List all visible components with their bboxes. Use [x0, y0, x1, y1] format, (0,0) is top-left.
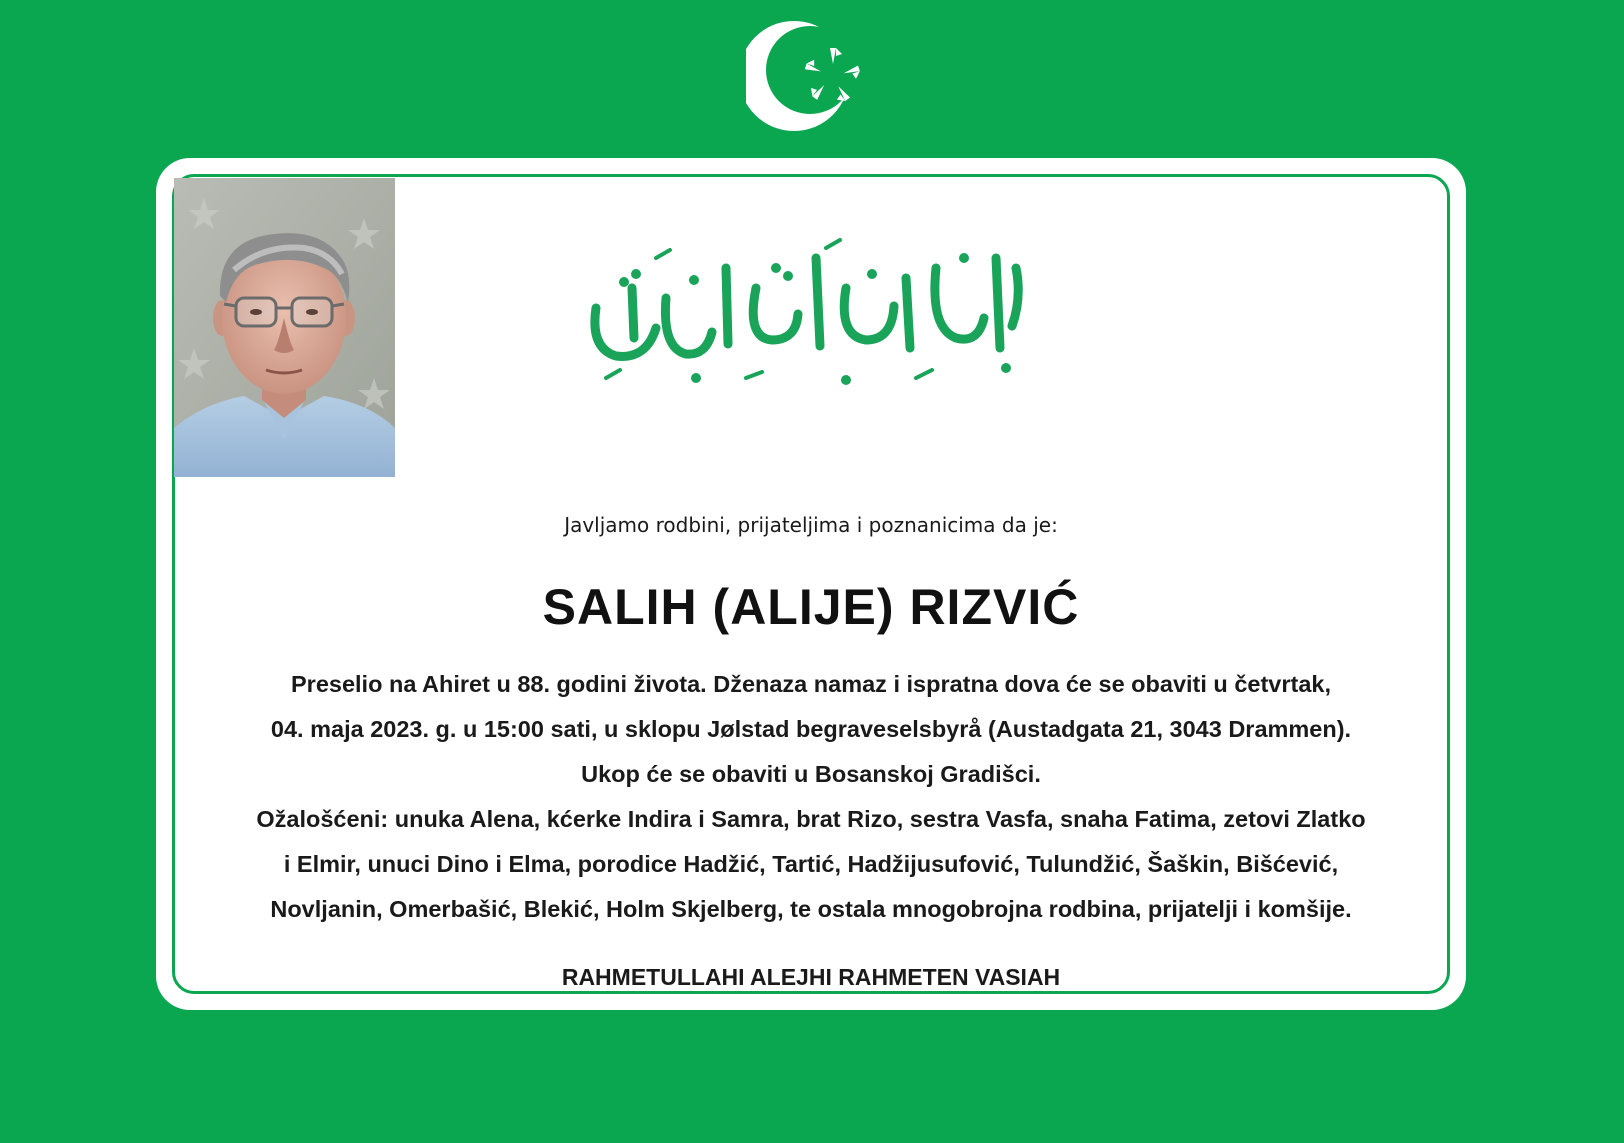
- body-line: i Elmir, unuci Dino i Elma, porodice Hadžić, Tartić, Hadžijusufović, Tulundžić, Šaškin, Bišćević,: [283, 851, 1339, 877]
- notice-card: [156, 158, 1466, 1010]
- body-line: Ukop će se obaviti u Bosanskoj Gradišci.: [581, 761, 1041, 787]
- notice-body: [176, 662, 1446, 932]
- body-line: Preselio na Ahiret u 88. godini života. Dženaza namaz i ispratna dova će se obaviti u četvrtak,: [291, 671, 1331, 697]
- body-line: Ožalošćeni: unuka Alena, kćerke Indira i Samra, brat Rizo, sestra Vasfa, snaha Fatima, zetovi Zlatko: [256, 806, 1366, 832]
- body-line: Novljanin, Omerbašić, Blekić, Holm Skjelberg, te ostala mnogobrojna rodbina, prijatelji i komšije.: [270, 896, 1352, 922]
- intro-text: Javljamo rodbini, prijateljima i poznanicima da je:: [564, 513, 1058, 537]
- portrait-photo: [174, 178, 395, 477]
- crescent-star-icon: [746, 18, 876, 138]
- body-line: 04. maja 2023. g. u 15:00 sati, u sklopu Jølstad begraveselsbyrå (Austadgata 21, 3043 Drammen).: [270, 716, 1352, 742]
- deceased-name: SALIH (ALIJE) RIZVIĆ: [542, 579, 1080, 635]
- closing-prayer: RAHMETULLAHI ALEJHI RAHMETEN VASIAH: [561, 964, 1061, 990]
- arabic-calligraphy-image: [576, 228, 1046, 408]
